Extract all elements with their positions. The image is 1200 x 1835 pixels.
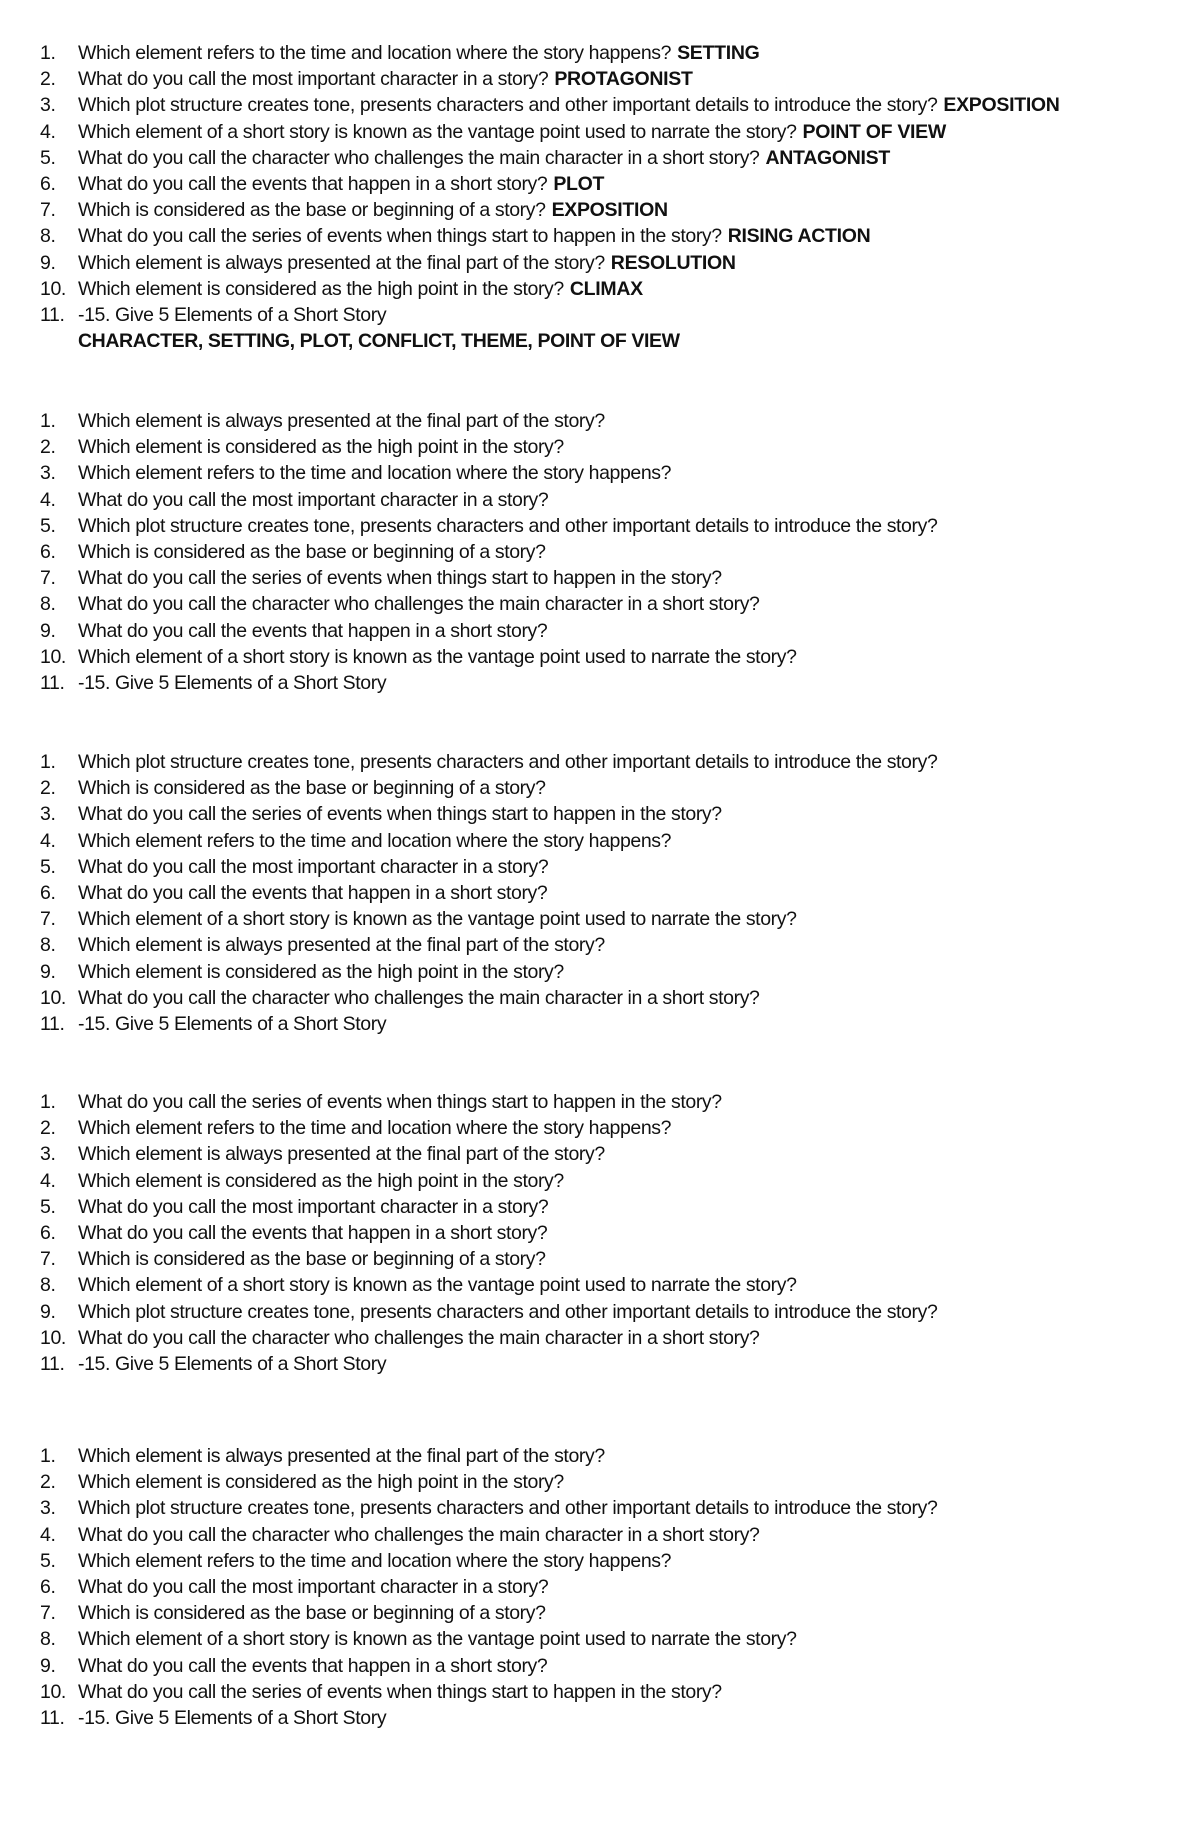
question-item — [40, 145, 1180, 171]
question-text: Which element is considered as the high point in the story? — [78, 960, 564, 983]
quiz-set-4 — [40, 1089, 1180, 1377]
question-item — [40, 985, 1180, 1011]
question-item — [40, 1705, 1180, 1731]
question-item — [40, 171, 1180, 197]
question-item — [40, 749, 1180, 775]
question-number: 2. — [40, 777, 56, 800]
question-item — [40, 119, 1180, 145]
question-number: 9. — [40, 619, 56, 642]
question-number: 3. — [40, 1143, 56, 1166]
question-item — [40, 1469, 1180, 1495]
question-number: 5. — [40, 1549, 56, 1572]
question-text: What do you call the events that happen in a short story? — [78, 172, 548, 195]
question-text: Which element is always presented at the final part of the story? — [78, 410, 605, 432]
question-text: Which element refers to the time and location where the story happens? — [78, 1549, 672, 1572]
question-number: 10. — [40, 986, 66, 1009]
question-item — [40, 513, 1180, 539]
question-number: 9. — [40, 960, 56, 983]
question-item — [40, 1443, 1180, 1469]
question-text: Which plot structure creates tone, presents characters and other important details to introduce the story? — [78, 1497, 938, 1520]
question-item — [40, 1626, 1180, 1652]
question-item — [40, 591, 1180, 617]
question-item — [40, 854, 1180, 880]
answer-text: PROTAGONIST — [554, 68, 693, 91]
question-item — [40, 1522, 1180, 1548]
question-item — [40, 276, 1180, 302]
question-item — [40, 1299, 1180, 1325]
question-number: 5. — [40, 855, 56, 878]
question-number: 10. — [40, 645, 66, 668]
question-item — [40, 1495, 1180, 1521]
question-item — [40, 92, 1180, 118]
question-number: 7. — [40, 1248, 56, 1271]
question-text: Which element is always presented at the final part of the story? — [78, 1445, 605, 1467]
question-item — [40, 539, 1180, 565]
question-text: What do you call the series of events when things start to happen in the story? — [78, 803, 722, 826]
question-number: 8. — [40, 593, 56, 616]
question-number: 7. — [40, 908, 56, 931]
question-item — [40, 1600, 1180, 1626]
question-number: 3. — [40, 1497, 56, 1520]
question-text: -15. Give 5 Elements of a Short Story — [78, 1352, 387, 1375]
question-text: Which is considered as the base or beginning of a story? — [78, 199, 546, 222]
question-item — [40, 828, 1180, 854]
question-item — [40, 1194, 1180, 1220]
question-number: 10. — [40, 1326, 66, 1349]
question-item — [40, 618, 1180, 644]
question-number: 6. — [40, 172, 56, 195]
question-text: Which element is considered as the high point in the story? — [78, 277, 564, 300]
question-text: Which element of a short story is known as the vantage point used to narrate the story? — [78, 645, 797, 668]
answer-text: PLOT — [553, 172, 605, 195]
question-number: 6. — [40, 1221, 56, 1244]
question-item — [40, 1011, 1180, 1037]
answer-text: ANTAGONIST — [765, 146, 890, 169]
question-number: 1. — [40, 1445, 56, 1467]
question-item — [40, 775, 1180, 801]
question-text: What do you call the character who challenges the main character in a short story? — [78, 1326, 760, 1349]
question-text: Which element of a short story is known as the vantage point used to narrate the story? — [78, 1628, 797, 1651]
question-text: What do you call the character who challenges the main character in a short story? — [78, 1523, 760, 1546]
question-number: 9. — [40, 1654, 56, 1677]
question-number: 11. — [40, 1012, 65, 1035]
question-number: 10. — [40, 1680, 66, 1703]
question-item — [40, 1168, 1180, 1194]
question-text: Which element refers to the time and location where the story happens? — [78, 1117, 672, 1140]
question-item — [40, 1325, 1180, 1351]
question-text: Which element of a short story is known as the vantage point used to narrate the story? — [78, 1274, 797, 1297]
question-number: 3. — [40, 94, 56, 117]
answer-text: RISING ACTION — [727, 225, 871, 248]
question-text: What do you call the events that happen in a short story? — [78, 881, 548, 904]
question-item — [40, 434, 1180, 460]
question-text: Which plot structure creates tone, presents characters and other important details to introduce the story? — [78, 751, 938, 773]
quiz-set-3 — [40, 749, 1180, 1037]
question-text: Which is considered as the base or beginning of a story? — [78, 777, 546, 800]
question-text: Which element of a short story is known as the vantage point used to narrate the story? — [78, 908, 797, 931]
question-item — [40, 460, 1180, 486]
question-number: 7. — [40, 199, 56, 222]
question-item — [40, 66, 1180, 92]
question-item — [40, 670, 1180, 696]
question-number: 9. — [40, 1300, 56, 1323]
question-number: 9. — [40, 251, 56, 274]
question-number: 6. — [40, 881, 56, 904]
question-number: 3. — [40, 803, 56, 826]
question-item — [40, 197, 1180, 223]
question-item — [40, 1351, 1180, 1377]
question-item — [40, 1141, 1180, 1167]
question-text: What do you call the events that happen in a short story? — [78, 619, 548, 642]
question-text: -15. Give 5 Elements of a Short Story — [78, 303, 387, 326]
answer-text: CLIMAX — [569, 277, 643, 300]
question-text: Which plot structure creates tone, presents characters and other important details to introduce the story? — [78, 94, 938, 117]
question-text: Which plot structure creates tone, presents characters and other important details to introduce the story? — [78, 514, 938, 537]
question-item — [40, 408, 1180, 434]
question-text: What do you call the series of events when things start to happen in the story? — [78, 1091, 722, 1113]
answer-text: POINT OF VIEW — [802, 120, 946, 143]
question-number: 5. — [40, 146, 56, 169]
question-text: What do you call the series of events when things start to happen in the story? — [78, 225, 722, 248]
question-text: What do you call the events that happen in a short story? — [78, 1654, 548, 1677]
question-item — [40, 880, 1180, 906]
question-item — [40, 302, 1180, 328]
question-number: 5. — [40, 1195, 56, 1218]
question-text: Which is considered as the base or beginning of a story? — [78, 540, 546, 563]
question-text: Which is considered as the base or beginning of a story? — [78, 1248, 546, 1271]
question-number: 1. — [40, 751, 56, 773]
question-number: 6. — [40, 540, 56, 563]
question-number: 5. — [40, 514, 56, 537]
question-number: 11. — [40, 1706, 65, 1729]
question-item — [40, 1220, 1180, 1246]
question-number: 7. — [40, 1602, 56, 1625]
question-number: 4. — [40, 1523, 56, 1546]
question-item — [40, 1246, 1180, 1272]
question-number: 11. — [40, 1352, 65, 1375]
question-text: Which element refers to the time and location where the story happens? — [78, 462, 672, 485]
question-text: Which element refers to the time and location where the story happens? — [78, 42, 672, 64]
question-item — [40, 565, 1180, 591]
question-item — [40, 487, 1180, 513]
quiz-set-answer-key — [40, 40, 1180, 354]
question-number: 4. — [40, 120, 56, 143]
question-text: What do you call the series of events when things start to happen in the story? — [78, 1680, 722, 1703]
question-item — [40, 223, 1180, 249]
question-item — [40, 1653, 1180, 1679]
question-text: Which element is always presented at the final part of the story? — [78, 1143, 605, 1166]
question-text: What do you call the events that happen in a short story? — [78, 1221, 548, 1244]
question-item — [40, 1089, 1180, 1115]
question-item — [40, 932, 1180, 958]
answer-text: EXPOSITION — [551, 199, 668, 222]
question-text: Which plot structure creates tone, presents characters and other important details to introduce the story? — [78, 1300, 938, 1323]
question-text: What do you call the most important character in a story? — [78, 488, 549, 511]
question-text: What do you call the most important character in a story? — [78, 1195, 549, 1218]
answer-text: RESOLUTION — [610, 251, 736, 274]
elements-answer-line: CHARACTER, SETTING, PLOT, CONFLICT, THEME, POINT OF VIEW — [78, 330, 680, 353]
question-text: What do you call the most important character in a story? — [78, 68, 549, 91]
question-number: 2. — [40, 68, 56, 91]
question-number: 2. — [40, 1471, 56, 1494]
question-number: 8. — [40, 1628, 56, 1651]
question-number: 4. — [40, 829, 56, 852]
question-text: Which element is always presented at the final part of the story? — [78, 934, 605, 957]
question-number: 2. — [40, 436, 56, 459]
question-text: What do you call the character who challenges the main character in a short story? — [78, 146, 760, 169]
question-item — [40, 1272, 1180, 1298]
question-text: Which element is considered as the high point in the story? — [78, 436, 564, 459]
question-item — [40, 1574, 1180, 1600]
question-text: Which element is always presented at the final part of the story? — [78, 251, 605, 274]
question-number: 1. — [40, 410, 56, 432]
question-text: What do you call the character who challenges the main character in a short story? — [78, 986, 760, 1009]
question-text: -15. Give 5 Elements of a Short Story — [78, 1706, 387, 1729]
quiz-set-5 — [40, 1443, 1180, 1731]
question-number: 4. — [40, 1169, 56, 1192]
question-text: What do you call the series of events when things start to happen in the story? — [78, 567, 722, 590]
question-text: Which element is considered as the high point in the story? — [78, 1169, 564, 1192]
question-item — [40, 644, 1180, 670]
question-item — [40, 906, 1180, 932]
answer-text: SETTING — [677, 42, 760, 64]
question-text: Which element of a short story is known as the vantage point used to narrate the story? — [78, 120, 797, 143]
question-item — [40, 801, 1180, 827]
question-item — [40, 1115, 1180, 1141]
question-text: Which element refers to the time and location where the story happens? — [78, 829, 672, 852]
question-number: 11. — [40, 671, 65, 694]
question-text: What do you call the character who challenges the main character in a short story? — [78, 593, 760, 616]
question-number: 1. — [40, 1091, 56, 1113]
quiz-set-2 — [40, 408, 1180, 696]
question-number: 6. — [40, 1575, 56, 1598]
question-item — [40, 959, 1180, 985]
question-number: 8. — [40, 1274, 56, 1297]
question-text: Which is considered as the base or beginning of a story? — [78, 1602, 546, 1625]
question-text: Which element is considered as the high point in the story? — [78, 1471, 564, 1494]
question-number: 11. — [40, 303, 65, 326]
question-item — [40, 40, 1180, 66]
question-text: What do you call the most important character in a story? — [78, 1575, 549, 1598]
answer-text: EXPOSITION — [943, 94, 1060, 117]
question-item — [40, 1679, 1180, 1705]
question-text: What do you call the most important character in a story? — [78, 855, 549, 878]
question-text: -15. Give 5 Elements of a Short Story — [78, 671, 387, 694]
question-number: 8. — [40, 225, 56, 248]
question-item — [40, 250, 1180, 276]
question-number: 3. — [40, 462, 56, 485]
question-number: 2. — [40, 1117, 56, 1140]
question-number: 7. — [40, 567, 56, 590]
question-number: 4. — [40, 488, 56, 511]
question-text: -15. Give 5 Elements of a Short Story — [78, 1012, 387, 1035]
question-number: 8. — [40, 934, 56, 957]
question-item — [40, 1548, 1180, 1574]
question-number: 10. — [40, 277, 66, 300]
question-number: 1. — [40, 42, 56, 64]
